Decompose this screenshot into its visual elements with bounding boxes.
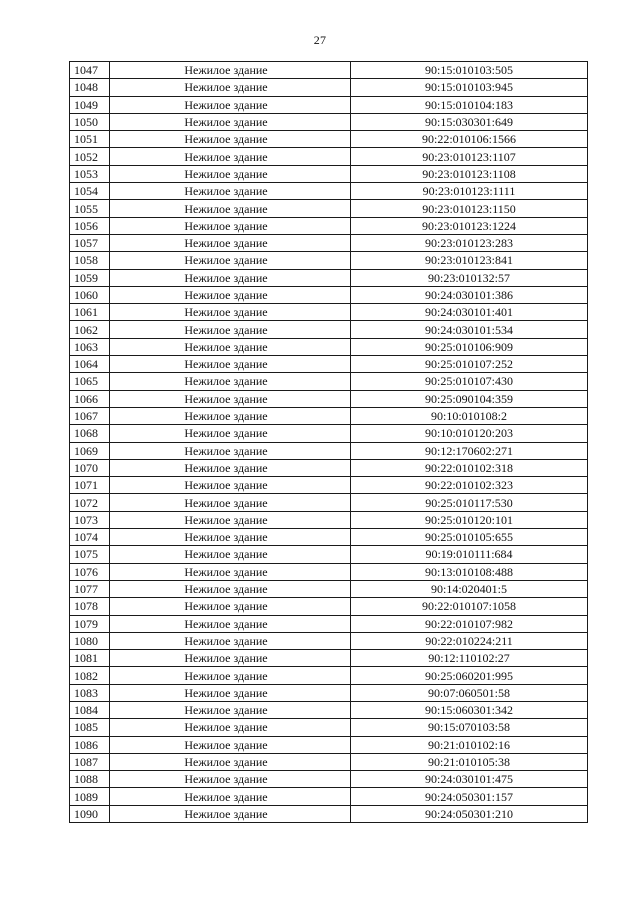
row-number-cell: 1053 xyxy=(70,165,110,182)
object-type-cell: Нежилое здание xyxy=(110,425,351,442)
row-number-cell: 1071 xyxy=(70,477,110,494)
registry-table-body xyxy=(70,62,588,823)
object-type-cell: Нежилое здание xyxy=(110,736,351,753)
row-number-cell: 1084 xyxy=(70,701,110,718)
table-row xyxy=(70,736,588,753)
object-type-cell: Нежилое здание xyxy=(110,580,351,597)
cadastral-number-cell: 90:23:010123:1150 xyxy=(351,200,588,217)
row-number-cell: 1057 xyxy=(70,234,110,251)
object-type-cell: Нежилое здание xyxy=(110,511,351,528)
object-type-cell: Нежилое здание xyxy=(110,753,351,770)
table-row xyxy=(70,546,588,563)
table-row xyxy=(70,494,588,511)
row-number-cell: 1081 xyxy=(70,650,110,667)
object-type-cell: Нежилое здание xyxy=(110,701,351,718)
object-type-cell: Нежилое здание xyxy=(110,477,351,494)
object-type-cell: Нежилое здание xyxy=(110,598,351,615)
row-number-cell: 1065 xyxy=(70,373,110,390)
row-number-cell: 1075 xyxy=(70,546,110,563)
object-type-cell: Нежилое здание xyxy=(110,252,351,269)
row-number-cell: 1059 xyxy=(70,269,110,286)
object-type-cell: Нежилое здание xyxy=(110,529,351,546)
cadastral-number-cell: 90:23:010123:1107 xyxy=(351,148,588,165)
cadastral-number-cell: 90:25:090104:359 xyxy=(351,390,588,407)
cadastral-number-cell: 90:25:010107:430 xyxy=(351,373,588,390)
table-row xyxy=(70,62,588,79)
cadastral-number-cell: 90:12:110102:27 xyxy=(351,650,588,667)
object-type-cell: Нежилое здание xyxy=(110,165,351,182)
object-type-cell: Нежилое здание xyxy=(110,494,351,511)
table-row xyxy=(70,442,588,459)
table-row xyxy=(70,425,588,442)
table-row xyxy=(70,390,588,407)
cadastral-number-cell: 90:23:010123:1224 xyxy=(351,217,588,234)
object-type-cell: Нежилое здание xyxy=(110,200,351,217)
row-number-cell: 1085 xyxy=(70,719,110,736)
row-number-cell: 1078 xyxy=(70,598,110,615)
object-type-cell: Нежилое здание xyxy=(110,148,351,165)
table-row xyxy=(70,234,588,251)
cadastral-number-cell: 90:15:010104:183 xyxy=(351,96,588,113)
cadastral-number-cell: 90:22:010224:211 xyxy=(351,632,588,649)
row-number-cell: 1063 xyxy=(70,338,110,355)
table-row xyxy=(70,373,588,390)
object-type-cell: Нежилое здание xyxy=(110,79,351,96)
row-number-cell: 1087 xyxy=(70,753,110,770)
cadastral-number-cell: 90:23:010123:1111 xyxy=(351,183,588,200)
object-type-cell: Нежилое здание xyxy=(110,269,351,286)
object-type-cell: Нежилое здание xyxy=(110,650,351,667)
table-row xyxy=(70,96,588,113)
table-row xyxy=(70,563,588,580)
object-type-cell: Нежилое здание xyxy=(110,615,351,632)
cadastral-number-cell: 90:21:010102:16 xyxy=(351,736,588,753)
object-type-cell: Нежилое здание xyxy=(110,771,351,788)
row-number-cell: 1047 xyxy=(70,62,110,79)
table-row xyxy=(70,200,588,217)
row-number-cell: 1049 xyxy=(70,96,110,113)
table-row xyxy=(70,667,588,684)
cadastral-number-cell: 90:14:020401:5 xyxy=(351,580,588,597)
cadastral-number-cell: 90:15:060301:342 xyxy=(351,701,588,718)
table-row xyxy=(70,304,588,321)
row-number-cell: 1076 xyxy=(70,563,110,580)
property-registry-table xyxy=(69,61,588,823)
object-type-cell: Нежилое здание xyxy=(110,113,351,130)
cadastral-number-cell: 90:22:010102:318 xyxy=(351,459,588,476)
cadastral-number-cell: 90:15:010103:945 xyxy=(351,79,588,96)
row-number-cell: 1064 xyxy=(70,356,110,373)
row-number-cell: 1073 xyxy=(70,511,110,528)
cadastral-number-cell: 90:10:010108:2 xyxy=(351,407,588,424)
object-type-cell: Нежилое здание xyxy=(110,373,351,390)
cadastral-number-cell: 90:15:030301:649 xyxy=(351,113,588,130)
object-type-cell: Нежилое здание xyxy=(110,667,351,684)
table-row xyxy=(70,407,588,424)
table-row xyxy=(70,771,588,788)
row-number-cell: 1066 xyxy=(70,390,110,407)
table-row xyxy=(70,79,588,96)
table-row xyxy=(70,650,588,667)
object-type-cell: Нежилое здание xyxy=(110,390,351,407)
table-row xyxy=(70,321,588,338)
table-row xyxy=(70,511,588,528)
row-number-cell: 1083 xyxy=(70,684,110,701)
row-number-cell: 1060 xyxy=(70,286,110,303)
row-number-cell: 1061 xyxy=(70,304,110,321)
row-number-cell: 1077 xyxy=(70,580,110,597)
table-row xyxy=(70,615,588,632)
object-type-cell: Нежилое здание xyxy=(110,62,351,79)
object-type-cell: Нежилое здание xyxy=(110,684,351,701)
row-number-cell: 1054 xyxy=(70,183,110,200)
cadastral-number-cell: 90:25:010107:252 xyxy=(351,356,588,373)
row-number-cell: 1048 xyxy=(70,79,110,96)
cadastral-number-cell: 90:21:010105:38 xyxy=(351,753,588,770)
row-number-cell: 1052 xyxy=(70,148,110,165)
table-row xyxy=(70,286,588,303)
object-type-cell: Нежилое здание xyxy=(110,286,351,303)
cadastral-number-cell: 90:25:010117:530 xyxy=(351,494,588,511)
row-number-cell: 1051 xyxy=(70,131,110,148)
object-type-cell: Нежилое здание xyxy=(110,304,351,321)
object-type-cell: Нежилое здание xyxy=(110,131,351,148)
object-type-cell: Нежилое здание xyxy=(110,338,351,355)
table-row xyxy=(70,217,588,234)
cadastral-number-cell: 90:24:030101:534 xyxy=(351,321,588,338)
object-type-cell: Нежилое здание xyxy=(110,788,351,805)
cadastral-number-cell: 90:24:030101:386 xyxy=(351,286,588,303)
cadastral-number-cell: 90:25:010106:909 xyxy=(351,338,588,355)
table-row xyxy=(70,165,588,182)
table-row xyxy=(70,805,588,822)
table-row xyxy=(70,701,588,718)
table-row xyxy=(70,252,588,269)
row-number-cell: 1056 xyxy=(70,217,110,234)
row-number-cell: 1080 xyxy=(70,632,110,649)
table-row xyxy=(70,529,588,546)
table-row xyxy=(70,459,588,476)
row-number-cell: 1088 xyxy=(70,771,110,788)
table-row xyxy=(70,113,588,130)
object-type-cell: Нежилое здание xyxy=(110,459,351,476)
row-number-cell: 1086 xyxy=(70,736,110,753)
table-row xyxy=(70,684,588,701)
table-row xyxy=(70,269,588,286)
row-number-cell: 1074 xyxy=(70,529,110,546)
cadastral-number-cell: 90:24:030101:475 xyxy=(351,771,588,788)
cadastral-number-cell: 90:24:030101:401 xyxy=(351,304,588,321)
row-number-cell: 1082 xyxy=(70,667,110,684)
table-row xyxy=(70,598,588,615)
cadastral-number-cell: 90:13:010108:488 xyxy=(351,563,588,580)
object-type-cell: Нежилое здание xyxy=(110,234,351,251)
object-type-cell: Нежилое здание xyxy=(110,183,351,200)
row-number-cell: 1070 xyxy=(70,459,110,476)
cadastral-number-cell: 90:22:010106:1566 xyxy=(351,131,588,148)
object-type-cell: Нежилое здание xyxy=(110,321,351,338)
cadastral-number-cell: 90:25:010120:101 xyxy=(351,511,588,528)
cadastral-number-cell: 90:15:070103:58 xyxy=(351,719,588,736)
cadastral-number-cell: 90:12:170602:271 xyxy=(351,442,588,459)
cadastral-number-cell: 90:22:010107:982 xyxy=(351,615,588,632)
row-number-cell: 1058 xyxy=(70,252,110,269)
object-type-cell: Нежилое здание xyxy=(110,719,351,736)
row-number-cell: 1067 xyxy=(70,407,110,424)
cadastral-number-cell: 90:15:010103:505 xyxy=(351,62,588,79)
table-row xyxy=(70,632,588,649)
cadastral-number-cell: 90:22:010107:1058 xyxy=(351,598,588,615)
table-row xyxy=(70,131,588,148)
table-row xyxy=(70,719,588,736)
cadastral-number-cell: 90:24:050301:157 xyxy=(351,788,588,805)
cadastral-number-cell: 90:24:050301:210 xyxy=(351,805,588,822)
row-number-cell: 1090 xyxy=(70,805,110,822)
object-type-cell: Нежилое здание xyxy=(110,442,351,459)
object-type-cell: Нежилое здание xyxy=(110,563,351,580)
row-number-cell: 1079 xyxy=(70,615,110,632)
row-number-cell: 1072 xyxy=(70,494,110,511)
cadastral-number-cell: 90:19:010111:684 xyxy=(351,546,588,563)
row-number-cell: 1068 xyxy=(70,425,110,442)
cadastral-number-cell: 90:10:010120:203 xyxy=(351,425,588,442)
table-row xyxy=(70,477,588,494)
row-number-cell: 1062 xyxy=(70,321,110,338)
object-type-cell: Нежилое здание xyxy=(110,96,351,113)
object-type-cell: Нежилое здание xyxy=(110,407,351,424)
cadastral-number-cell: 90:22:010102:323 xyxy=(351,477,588,494)
row-number-cell: 1069 xyxy=(70,442,110,459)
cadastral-number-cell: 90:23:010123:283 xyxy=(351,234,588,251)
object-type-cell: Нежилое здание xyxy=(110,632,351,649)
cadastral-number-cell: 90:23:010123:1108 xyxy=(351,165,588,182)
table-row xyxy=(70,753,588,770)
table-row xyxy=(70,338,588,355)
table-row xyxy=(70,580,588,597)
page-number: 27 xyxy=(313,33,327,47)
object-type-cell: Нежилое здание xyxy=(110,217,351,234)
table-row xyxy=(70,183,588,200)
row-number-cell: 1055 xyxy=(70,200,110,217)
object-type-cell: Нежилое здание xyxy=(110,356,351,373)
cadastral-number-cell: 90:23:010132:57 xyxy=(351,269,588,286)
table-row xyxy=(70,148,588,165)
table-row xyxy=(70,788,588,805)
object-type-cell: Нежилое здание xyxy=(110,546,351,563)
row-number-cell: 1050 xyxy=(70,113,110,130)
cadastral-number-cell: 90:25:060201:995 xyxy=(351,667,588,684)
row-number-cell: 1089 xyxy=(70,788,110,805)
cadastral-number-cell: 90:23:010123:841 xyxy=(351,252,588,269)
cadastral-number-cell: 90:25:010105:655 xyxy=(351,529,588,546)
cadastral-number-cell: 90:07:060501:58 xyxy=(351,684,588,701)
table-row xyxy=(70,356,588,373)
object-type-cell: Нежилое здание xyxy=(110,805,351,822)
